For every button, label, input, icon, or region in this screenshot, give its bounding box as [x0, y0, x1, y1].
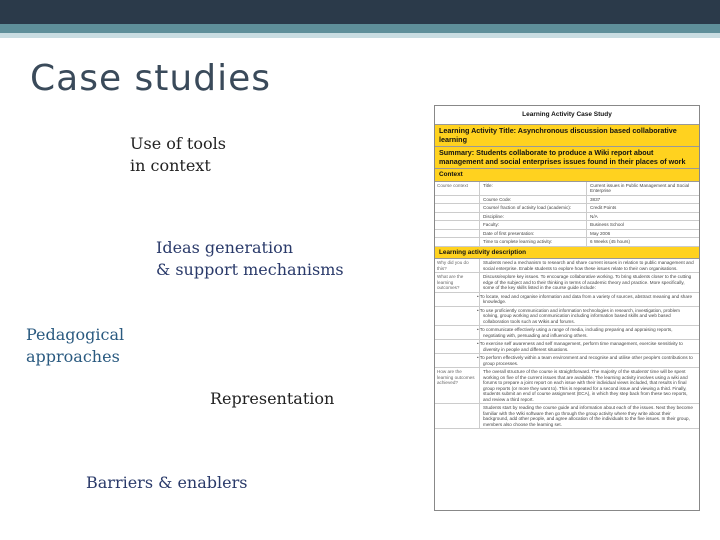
context-key: Faculty:: [480, 221, 587, 229]
accent-stripe-light: [0, 33, 720, 38]
lad-question: [435, 404, 480, 428]
context-value: N/A: [590, 213, 598, 219]
lad-answer: Students start by reading the course guide and information about each of the issues. Next they become familiar with the Wiki software then go through the group activity where they write about their background, add other people, and agree allocation of the individuals to the five issues. In their group, members also choose the learning set.: [483, 405, 693, 427]
lad-question: What are the learning outcomes?: [435, 273, 480, 292]
context-label-cell: [435, 196, 480, 204]
lad-question: Why did you do this?: [435, 259, 480, 272]
context-label-cell: [435, 238, 480, 246]
lad-answer: Discuss/explore key issues. To encourage collaborative working. To bring students closer to the cutting edge of the subject and to their thinking in terms of academic theory and practice. More specifically, some of the key skills listed in the course guide include:: [483, 274, 692, 291]
lad-row: [435, 326, 699, 340]
label-use-of-tools: Use of tools in context: [130, 134, 226, 175]
lad-answer: • To exercise self awareness and self management, perform time management, exercise sensitivity to diversity in people and different situations.: [477, 341, 683, 352]
context-row: [435, 182, 699, 196]
context-key: Course Code:: [480, 196, 587, 204]
context-label-cell: [435, 204, 480, 212]
case-study-document: [434, 105, 700, 511]
lad-answer: • To use proficiently communication and information technologies in research, investigation, problem solving, group working and communication including information based skills and web based collaboration tools such as Wikis and forums.: [477, 307, 680, 324]
context-key: Title:: [480, 182, 587, 195]
lad-answer: • To communicate effectively using a range of media, including preparing and appraising reports, negotiating with, persuading and influencing others.: [477, 327, 673, 338]
context-value: 6 Weeks (45 hours): [590, 239, 631, 245]
context-label-cell: Course context: [435, 182, 480, 195]
lad-row: [435, 307, 699, 327]
doc-lad-heading: Learning activity description: [435, 247, 699, 260]
lad-row: [435, 259, 699, 273]
doc-header: Learning Activity Case Study: [435, 106, 699, 125]
lad-row: [435, 368, 699, 404]
context-row: [435, 230, 699, 239]
lad-row: [435, 340, 699, 354]
context-row: [435, 213, 699, 222]
lad-question: [435, 340, 480, 353]
lad-answer: Students need a mechanism to research and share current issues in relation to public management and social enterprise. Enable students to explore how these issues relate to their own organisations.: [483, 260, 694, 271]
lad-answer: • To locate, read and organise information and data from a variety of sources, abstract meaning and share knowledge.: [477, 293, 692, 305]
context-value: Credit Points: [590, 205, 617, 211]
doc-context-heading: Context: [435, 169, 699, 182]
label-barriers-enablers: Barriers & enablers: [86, 473, 248, 492]
label-ideas-generation: Ideas generation & support mechanisms: [156, 238, 344, 279]
lad-question: [435, 293, 480, 306]
doc-activity-title: Learning Activity Title: Asynchronous discussion based collaborative learning: [435, 125, 699, 147]
context-value: Current issues in Public Management and Social Enterprise: [590, 182, 690, 194]
lad-answer: • To perform effectively within a team environment and recognise and utilise other people's contributions to group processes.: [477, 355, 693, 366]
doc-summary: Summary: Students collaborate to produce a Wiki report about management and social enterprises issues found in their places of work: [435, 147, 699, 169]
label-representation: Representation: [210, 389, 335, 408]
accent-stripe: [0, 24, 720, 33]
doc-context-table: [435, 182, 699, 247]
lad-row: [435, 354, 699, 368]
context-row: [435, 221, 699, 230]
lad-question: [435, 354, 480, 367]
slide-title: Case studies: [30, 58, 271, 99]
lad-question: [435, 326, 480, 339]
lad-question: How are the learning outcomes achieved?: [435, 368, 480, 403]
context-label-cell: [435, 213, 480, 221]
lad-row: [435, 293, 699, 307]
context-value: May 2006: [590, 230, 611, 236]
context-key: Discipline:: [480, 213, 587, 221]
context-key: Course/ fraction of activity load (academic):: [480, 204, 587, 212]
context-row: [435, 196, 699, 205]
context-row: [435, 204, 699, 213]
lad-row: [435, 273, 699, 293]
context-label-cell: [435, 221, 480, 229]
context-row: [435, 238, 699, 247]
context-key: Time to complete learning activity:: [480, 238, 587, 246]
lad-row: [435, 404, 699, 429]
context-value: Business School: [590, 222, 624, 228]
lad-question: [435, 307, 480, 326]
lad-answer: The overall structure of the course is straightforward. The majority of the students' time will be spent working on five of the current issues that are available. The learning activity involves using a wiki and forums to prepare a joint report on each issue with their individual views included, that results in final group reports (or more they want to). This is repeated for a second issue and viewing a third. Finally, students submit an end of course assignment (ECA), in which they step back from these two reports, and review a third report.: [483, 369, 688, 402]
doc-lad-table: [435, 259, 699, 429]
context-label-cell: [435, 230, 480, 238]
label-pedagogical-approaches: Pedagogical approaches: [26, 325, 125, 366]
top-banner: [0, 0, 720, 24]
context-key: Date of first presentation:: [480, 230, 587, 238]
context-value: 3837: [590, 196, 601, 202]
